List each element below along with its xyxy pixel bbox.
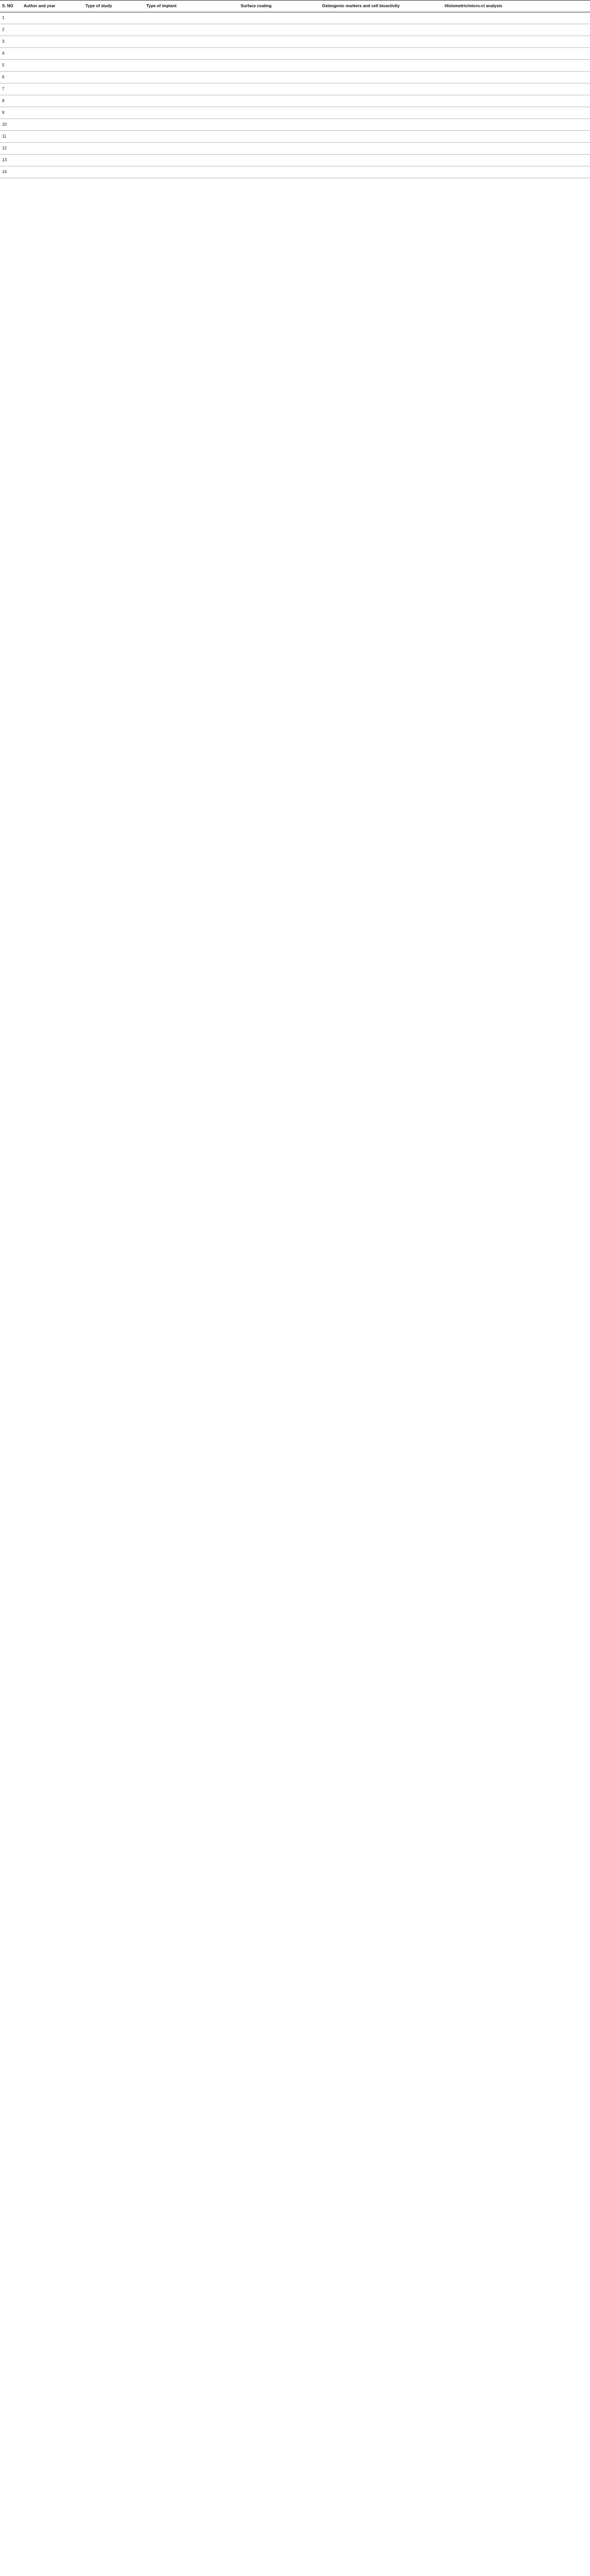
cell-histo [443, 143, 590, 155]
cell-markers [320, 48, 443, 60]
cell-author [22, 131, 83, 143]
cell-markers [320, 143, 443, 155]
cell-author [22, 155, 83, 166]
cell-no: 7 [0, 83, 22, 95]
cell-author [22, 107, 83, 119]
header-author: Author and year [22, 1, 83, 12]
cell-coating [239, 60, 320, 72]
cell-histo [443, 107, 590, 119]
cell-coating [239, 83, 320, 95]
cell-histo [443, 166, 590, 178]
cell-type [83, 72, 144, 83]
header-type: Type of study [83, 1, 144, 12]
cell-no: 5 [0, 60, 22, 72]
cell-type [83, 36, 144, 48]
header-no: S. NO [0, 1, 22, 12]
cell-implant [144, 143, 239, 155]
table-row [0, 95, 590, 107]
cell-coating [239, 12, 320, 24]
studies-table [0, 0, 590, 178]
cell-type [83, 95, 144, 107]
cell-type [83, 155, 144, 166]
cell-implant [144, 12, 239, 24]
cell-no: 10 [0, 119, 22, 131]
cell-no: 3 [0, 36, 22, 48]
cell-no: 11 [0, 131, 22, 143]
cell-implant [144, 155, 239, 166]
table-row [0, 107, 590, 119]
cell-histo [443, 24, 590, 36]
table-body [0, 12, 590, 178]
cell-no: 9 [0, 107, 22, 119]
header-markers: Osteogenic markers and cell bioactivity [320, 1, 443, 12]
cell-histo [443, 131, 590, 143]
cell-author [22, 24, 83, 36]
cell-no: 14 [0, 166, 22, 178]
cell-histo [443, 36, 590, 48]
cell-markers [320, 155, 443, 166]
cell-markers [320, 83, 443, 95]
cell-histo [443, 48, 590, 60]
cell-markers [320, 166, 443, 178]
cell-markers [320, 36, 443, 48]
cell-no: 1 [0, 12, 22, 24]
cell-implant [144, 166, 239, 178]
cell-markers [320, 107, 443, 119]
cell-histo [443, 95, 590, 107]
cell-coating [239, 48, 320, 60]
cell-author [22, 12, 83, 24]
cell-markers [320, 131, 443, 143]
cell-author [22, 36, 83, 48]
cell-coating [239, 107, 320, 119]
cell-coating [239, 143, 320, 155]
cell-markers [320, 24, 443, 36]
cell-implant [144, 107, 239, 119]
cell-no: 13 [0, 155, 22, 166]
table-row [0, 60, 590, 72]
table-row [0, 119, 590, 131]
cell-implant [144, 24, 239, 36]
cell-implant [144, 48, 239, 60]
cell-coating [239, 131, 320, 143]
cell-no: 6 [0, 72, 22, 83]
cell-coating [239, 24, 320, 36]
cell-histo [443, 60, 590, 72]
table-row [0, 48, 590, 60]
cell-type [83, 166, 144, 178]
cell-implant [144, 72, 239, 83]
table-row [0, 131, 590, 143]
cell-implant [144, 119, 239, 131]
cell-histo [443, 155, 590, 166]
table-row [0, 24, 590, 36]
cell-markers [320, 119, 443, 131]
cell-implant [144, 131, 239, 143]
table-row [0, 36, 590, 48]
cell-author [22, 166, 83, 178]
cell-author [22, 119, 83, 131]
cell-type [83, 83, 144, 95]
cell-no: 8 [0, 95, 22, 107]
cell-author [22, 48, 83, 60]
cell-implant [144, 95, 239, 107]
cell-type [83, 48, 144, 60]
cell-implant [144, 36, 239, 48]
table-row [0, 12, 590, 24]
cell-coating [239, 119, 320, 131]
header-implant: Type of implant [144, 1, 239, 12]
cell-type [83, 60, 144, 72]
cell-histo [443, 83, 590, 95]
cell-coating [239, 36, 320, 48]
cell-coating [239, 155, 320, 166]
cell-histo [443, 72, 590, 83]
cell-markers [320, 95, 443, 107]
header-histo: Histometric/micro-ct analysis [443, 1, 590, 12]
table-row [0, 166, 590, 178]
table-row [0, 143, 590, 155]
cell-author [22, 72, 83, 83]
cell-implant [144, 83, 239, 95]
table-row [0, 72, 590, 83]
table-header-row [0, 1, 590, 12]
cell-markers [320, 60, 443, 72]
cell-histo [443, 119, 590, 131]
cell-markers [320, 72, 443, 83]
cell-type [83, 12, 144, 24]
cell-coating [239, 72, 320, 83]
cell-author [22, 60, 83, 72]
table-row [0, 155, 590, 166]
table-row [0, 83, 590, 95]
cell-no: 12 [0, 143, 22, 155]
cell-type [83, 24, 144, 36]
cell-no: 2 [0, 24, 22, 36]
cell-coating [239, 95, 320, 107]
cell-implant [144, 60, 239, 72]
cell-coating [239, 166, 320, 178]
cell-type [83, 131, 144, 143]
header-coating: Surface coating [239, 1, 320, 12]
cell-author [22, 95, 83, 107]
cell-markers [320, 12, 443, 24]
cell-type [83, 143, 144, 155]
cell-type [83, 119, 144, 131]
cell-no: 4 [0, 48, 22, 60]
cell-histo [443, 12, 590, 24]
cell-author [22, 143, 83, 155]
cell-type [83, 107, 144, 119]
cell-author [22, 83, 83, 95]
